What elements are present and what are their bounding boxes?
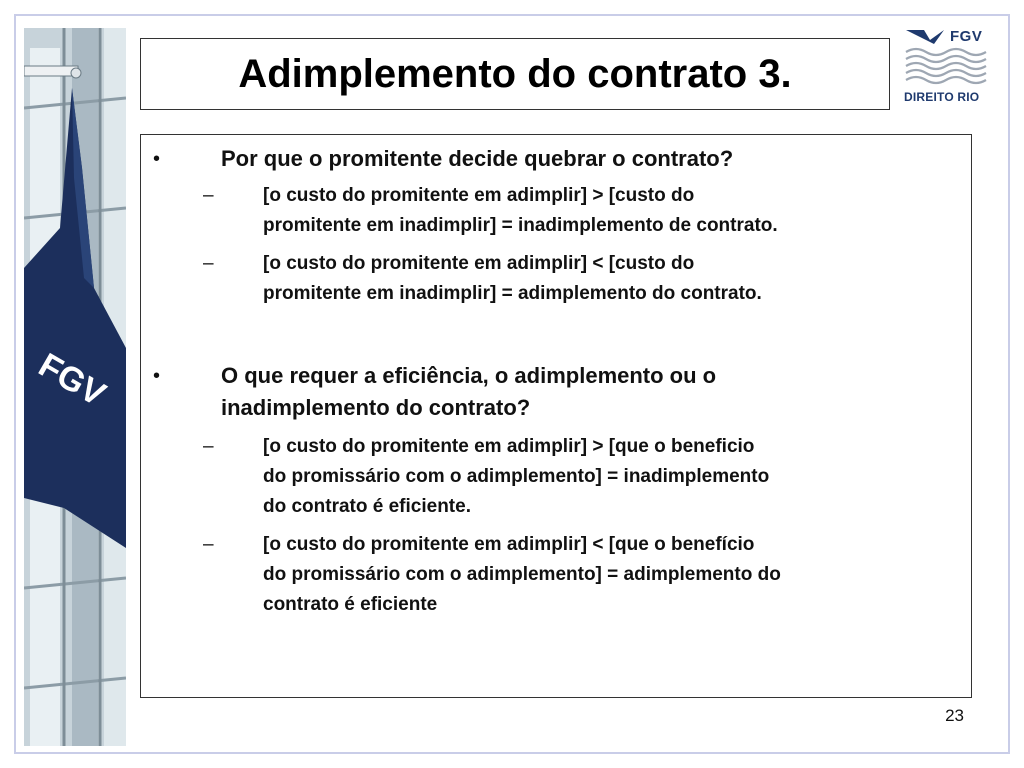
flag-photo-graphic [24, 28, 126, 746]
bullet-2-sub-2-text [263, 530, 963, 620]
bullet-2-sub-1-line-2: do promissário com o adimplemento] = inadimplemento [263, 466, 770, 487]
dash-marker: – [203, 253, 214, 274]
bullet-marker: • [153, 365, 161, 387]
bullet-2-sub-1-text [263, 432, 963, 522]
bullet-2-sub-2-line-2: do promissário com o adimplemento] = adimplemento do [263, 564, 781, 585]
page-title: Adimplemento do contrato 3. [238, 51, 792, 96]
bullet-2-sub-1-line-1: [o custo do promitente em adimplir] > [que o beneficio [263, 436, 755, 457]
dash-marker: – [203, 436, 214, 457]
page-number: 23 [945, 706, 964, 725]
bullet-1-line-1: Por que o promitente decide quebrar o contrato? [221, 146, 734, 171]
flag-fgv-text: FGV [32, 346, 112, 414]
bullet-1-sub-2-line-1: [o custo do promitente em adimplir] < [custo do [263, 253, 695, 274]
bullet-1-sub-2-text [263, 249, 963, 309]
bullet-1-text [221, 143, 901, 175]
logo-brand: FGV [950, 28, 983, 45]
bullet-2-sub-2-line-3: contrato é eficiente [263, 594, 438, 615]
bullet-2-line-1: O que requer a eficiência, o adimplemento ou o [221, 363, 717, 388]
bullet-1-sub-1-line-1: [o custo do promitente em adimplir] > [custo do [263, 185, 695, 206]
building-flag-photo [24, 28, 126, 746]
fgv-direito-rio-logo [904, 26, 994, 108]
bullet-2-sub-1-line-3: do contrato é eficiente. [263, 496, 471, 517]
bullet-2-text [221, 360, 901, 424]
bullet-marker: • [153, 148, 161, 170]
bullet-2-line-2: inadimplemento do contrato? [221, 395, 531, 420]
bullet-1-sub-1-text [263, 181, 963, 241]
bullet-2-sub-2-line-1: [o custo do promitente em adimplir] < [que o benefício [263, 534, 755, 555]
bullet-1-sub-2-line-2: promitente em inadimplir] = adimplemento do contrato. [263, 283, 762, 304]
content-box [140, 134, 972, 698]
logo-subtitle: DIREITO RIO [904, 90, 980, 104]
bullet-1-sub-1-line-2: promitente em inadimplir] = inadimplemento de contrato. [263, 215, 778, 236]
dash-marker: – [203, 534, 214, 555]
dash-marker: – [203, 185, 214, 206]
title-box [140, 38, 890, 110]
